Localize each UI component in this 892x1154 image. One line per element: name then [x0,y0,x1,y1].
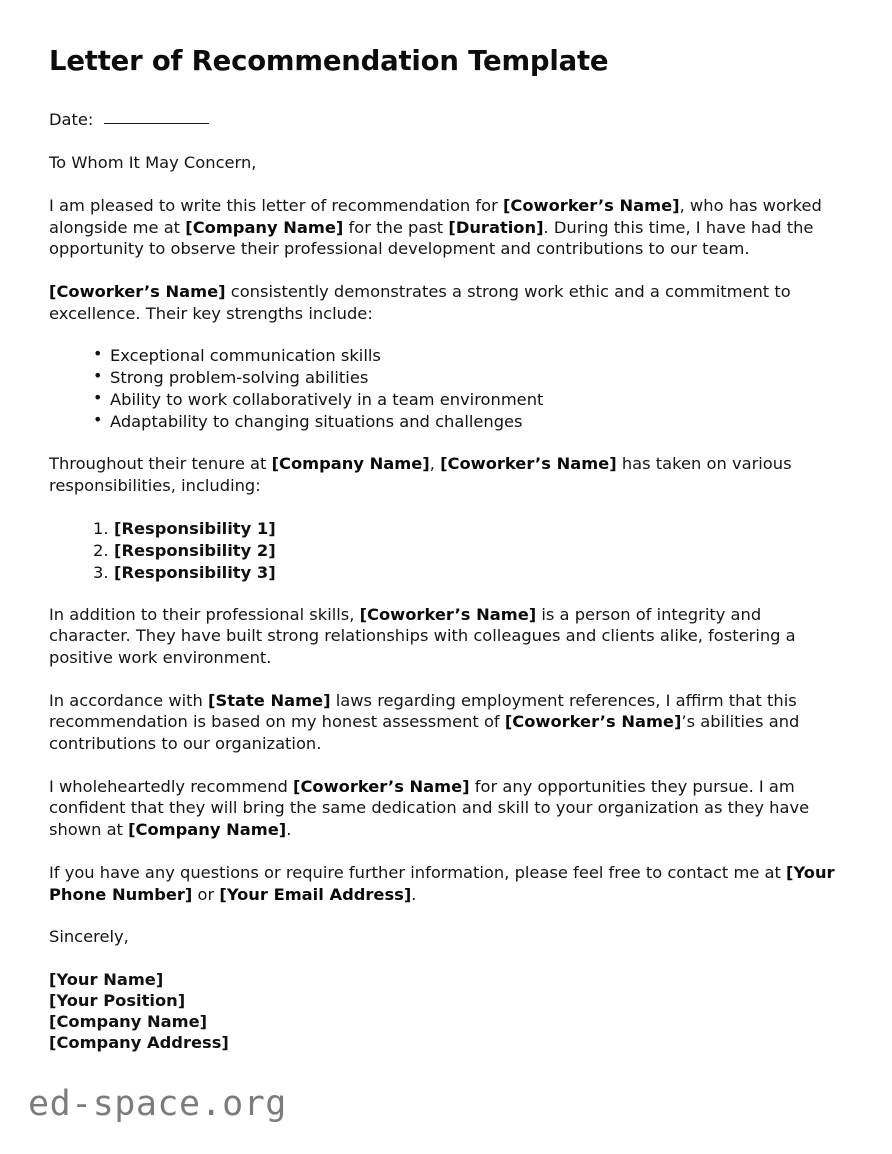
placeholder-duration: [Duration] [448,217,544,237]
letter-body [49,46,844,1053]
signature-line: [Company Address] [49,1032,229,1052]
placeholder-coworker-name: [Coworker’s Name] [293,776,470,796]
placeholder-coworker-name: [Coworker’s Name] [440,454,617,474]
list-item: • Exceptional communication skills [93,345,844,366]
placeholder-coworker-name: [Coworker’s Name] [504,712,682,732]
text-fragment: ’s abilities and contributions to our organization. [49,712,800,754]
list-item: • Adaptability to changing situations and challenges [93,411,844,432]
placeholder-company-name: [Company Name] [128,820,287,840]
placeholder-state-name: [State Name] [208,690,331,710]
signature-line: [Your Position] [49,990,186,1010]
signature-line: [Company Name] [49,1011,208,1031]
placeholder-email-address: [Your Email Address] [219,884,412,904]
text-fragment: I am pleased to write this letter of recommendation for [49,195,503,215]
text-fragment: If you have any questions or require further information, please feel free to contact me at [49,862,787,882]
placeholder-coworker-name: [Coworker’s Name] [502,195,680,215]
watermark: ed-space.org [28,1084,287,1124]
paragraph-intro [49,195,844,260]
salutation: To Whom It May Concern, [49,153,257,173]
signature-line: [Your Name] [49,969,164,989]
paragraph-integrity [49,604,844,669]
list-item: [Responsibility 3] [114,562,276,582]
paragraph-state-law [49,690,844,755]
text-fragment: for the past [343,217,449,237]
date-blank-field[interactable] [104,109,209,124]
list-item: [Responsibility 2] [114,540,276,560]
text-fragment: laws regarding employment references, I affirm that this recommendation is based on my honest assessment of [49,690,797,732]
placeholder-company-name: [Company Name] [271,454,430,474]
closing-line: Sincerely, [49,927,129,947]
placeholder-phone-number: [Your Phone Number] [49,862,835,904]
text-fragment: for any opportunities they pursue. I am confident that they will bring the same dedication and skill to your organization as they have shown at [49,776,810,840]
responsibilities-list [49,518,844,583]
paragraph-responsibilities-intro [49,453,844,496]
paragraph-strengths-intro [49,281,844,324]
strengths-list [49,345,844,432]
list-item: • Ability to work collaboratively in a team environment [93,389,844,410]
text-fragment: . [286,820,292,840]
text-fragment: has taken on various responsibilities, including: [49,454,792,496]
text-fragment: consistently demonstrates a strong work ethic and a commitment to excellence. Their key strengths include: [49,281,791,323]
text-fragment: . During this time, I have had the opportunity to observe their professional development and contributions to our team. [49,217,814,259]
date-label: Date: [49,109,94,129]
text-fragment: In accordance with [49,690,209,710]
list-item: [Responsibility 1] [114,518,276,538]
placeholder-coworker-name: [Coworker’s Name] [49,281,226,301]
date-line [49,109,844,131]
text-fragment: , [429,454,441,474]
text-fragment: Throughout their tenure at [49,454,272,474]
text-fragment: . [411,884,417,904]
text-fragment: or [192,884,220,904]
text-fragment: I wholeheartedly recommend [49,776,294,796]
placeholder-coworker-name: [Coworker’s Name] [359,604,537,624]
text-fragment: In addition to their professional skills, [49,604,360,624]
page-title: Letter of Recommendation Template [49,45,609,77]
text-fragment: is a person of integrity and character. They have built strong relationships with colleagues and clients alike, fostering a positive work environment. [49,604,796,668]
placeholder-company-name: [Company Name] [185,217,344,237]
list-item: • Strong problem-solving abilities [93,367,844,388]
text-fragment: , who has worked alongside me at [49,195,822,237]
paragraph-contact [49,862,844,905]
paragraph-recommendation [49,776,844,841]
signature-block [49,969,844,1053]
